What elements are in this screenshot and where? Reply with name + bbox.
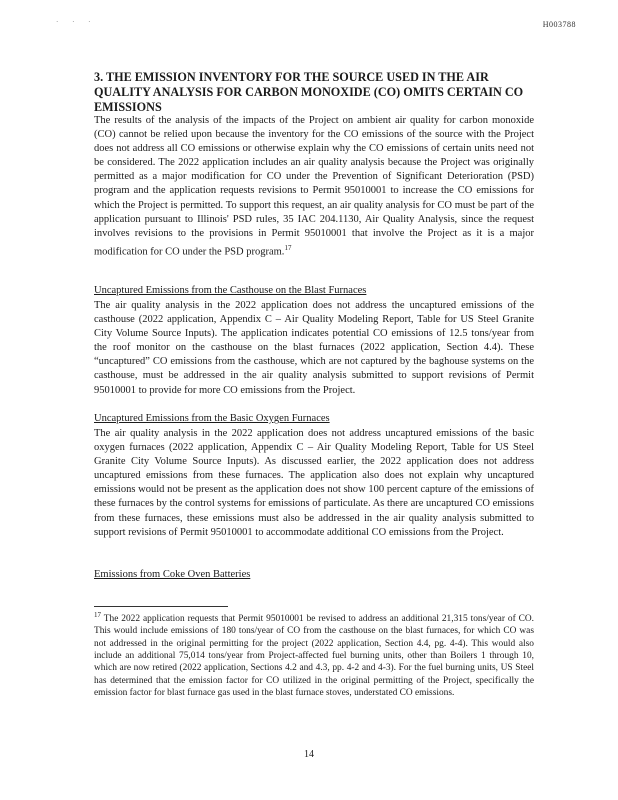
bates-number: H003788 (542, 20, 576, 29)
footnote-marker: 17 (94, 611, 101, 619)
paragraph-bof: The air quality analysis in the 2022 application does not address uncaptured emissions of the basic oxygen furnaces (2022 application, Appendix C – Air Quality Modeling Report, Table for US Steel Granite City Volume Source Inputs). As discussed earlier, the 2022 application does not address uncaptured emissions from these furnaces. The application also does not explain why uncaptured emissions would not be present as the application does not show 100 percent capture of the emissions of these furnaces by the control systems for emissions of particulate. As there are uncaptured CO emissions from these furnaces, these emissions must also be addressed in the air quality analysis submitted to support revisions of Permit 95010001 to accommodate additional CO emissions from the Project. (94, 428, 534, 538)
subheading-bof: Uncaptured Emissions from the Basic Oxygen Furnaces (94, 413, 330, 424)
subheading-casthouse: Uncaptured Emissions from the Casthouse on the Blast Furnaces (94, 285, 367, 296)
header-marks: · · · (56, 18, 97, 26)
page-number: 14 (304, 749, 314, 760)
intro-text: The results of the analysis of the impacts of the Project on ambient air quality for carbon monoxide (CO) cannot be relied upon because the inventory for the CO emissions of the source with the Project does not address all CO emissions or otherwise explain why the CO emissions of certain units need not be considered. The 2022 application includes an air quality analysis because the Project was originally permitted as a major modification for CO under the Prevention of Significant Deterioration (PSD) program and the application requests revisions to Permit 95010001 to increase the CO emissions for which the Project is permitted. To support this request, an air quality analysis for CO must be part of the application pursuant to Illinois' PSD rules, 35 IAC 204.1130, Air Quality Analysis, since the request involves revisions to the provisions in Permit 95010001 that involve the Project as it is a major modification for CO under the PSD program. (94, 115, 534, 258)
footnote (94, 609, 534, 699)
subheading-coke-ovens: Emissions from Coke Oven Batteries (94, 569, 251, 580)
section-heading: 3. THE EMISSION INVENTORY FOR THE SOURCE USED IN THE AIR QUALITY ANALYSIS FOR CARBON MONOXIDE (CO) OMITS CERTAIN CO EMISSIONS (94, 70, 524, 114)
footnote-divider (94, 606, 228, 607)
paragraph-casthouse: The air quality analysis in the 2022 application does not address the uncaptured emissions of the casthouse (2022 application, Appendix C – Air Quality Modeling Report, Table for US Steel Granite City Volume Source Inputs). The application indicates potential CO emissions of 12.5 tons/year from the roof monitor on the casthouse on the blast furnaces (2022 application, Section 4.4). These “uncaptured” CO emissions from the casthouse, which are not captured by the baghouse systems on the casthouse, must be addressed in the air quality analysis submitted to support revisions of Permit 95010001 to provide for more CO emissions from the Project. (94, 300, 534, 396)
footnote-ref[interactable]: 17 (284, 243, 292, 252)
footnote-text: The 2022 application requests that Permit 95010001 be revised to address an additional 21,315 tons/year of CO. This would include emissions of 180 tons/year of CO from the casthouse on the blast furnaces, for which CO was not addressed in the original permitting for the project (2022 application, Section 4.4, pg. 4-4). This would also include an additional 75,014 tons/year from Project-affected fuel burning units, other than Boilers 1 through 10, which are now retired (2022 application, Sections 4.2 and 4.3, pp. 4-2 and 4-3). For the fuel burning units, US Steel has determined that the emission factor for CO utilized in the original permitting of the Project, specifically the emission factor for blast furnace gas used in the blast furnace stoves, understated CO emissions. (94, 614, 534, 698)
intro-paragraph (94, 114, 534, 259)
